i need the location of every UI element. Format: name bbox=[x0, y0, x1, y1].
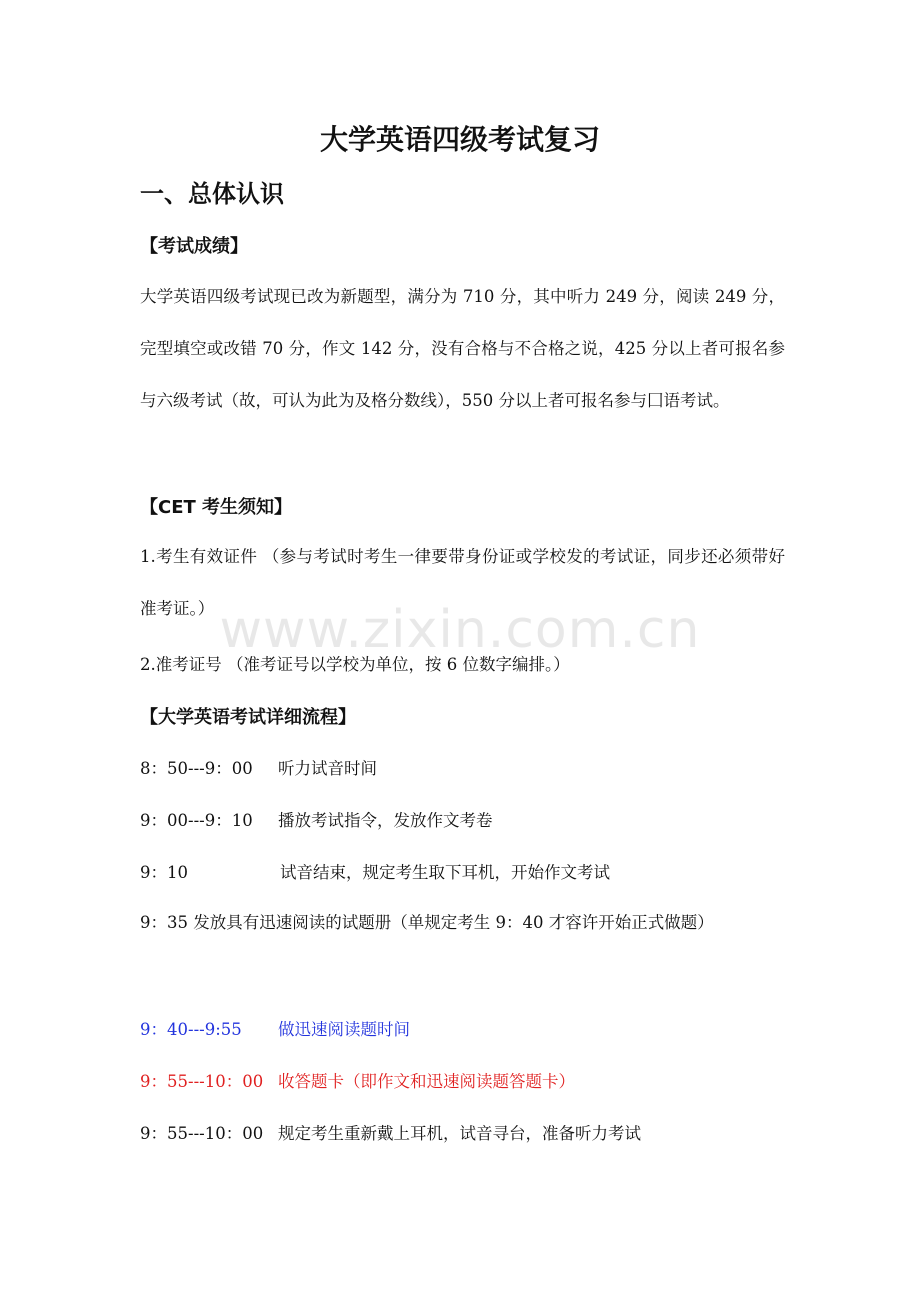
heading-exam-scores: 【考试成绩】 bbox=[140, 236, 248, 257]
heading-exam-process: 【大学英语考试详细流程】 bbox=[140, 707, 356, 728]
schedule-row bbox=[140, 807, 493, 831]
schedule-row-highlight-blue bbox=[140, 1016, 410, 1040]
schedule-time: 9：40---9:55 bbox=[140, 1020, 242, 1039]
notice-item-2: 2.准考证号 （准考证号以学校为单位，按 6 位数字编排。） bbox=[140, 655, 570, 674]
schedule-row-935: 9：35 发放具有迅速阅读的试题册（单规定考生 9：40 才容许开始正式做题） bbox=[140, 913, 714, 932]
schedule-desc: 试音结束，规定考生取下耳机，开始作文考试 bbox=[280, 863, 610, 882]
schedule-desc: 播放考试指令，发放作文考卷 bbox=[278, 811, 493, 830]
section-heading-overview: 一、总体认识 bbox=[140, 180, 284, 208]
schedule-desc: 规定考生重新戴上耳机，试音寻台，准备听力考试 bbox=[278, 1124, 641, 1143]
schedule-time: 8：50---9：00 bbox=[140, 759, 253, 778]
score-paragraph: 大学英语四级考试现已改为新题型，满分为 710 分，其中听力 249 分，阅读 249 分，完型填空或改错 70 分，作文 142 分，没有合格与不合格之说，425 分以上者可报名参与六级考试（故，可认为此为及格分数线），550 分以上者可报名参与囗语考试。 bbox=[140, 287, 785, 410]
schedule-row bbox=[140, 755, 377, 779]
schedule-desc: 做迅速阅读题时间 bbox=[278, 1020, 410, 1039]
schedule-row bbox=[140, 1120, 641, 1144]
watermark: www.zixin.com.cn bbox=[219, 600, 701, 660]
heading-cet-notice: 【CET 考生须知】 bbox=[140, 497, 293, 518]
schedule-time: 9：55---10：00 bbox=[140, 1072, 264, 1091]
schedule-time: 9：10 bbox=[140, 863, 188, 882]
notice-item-1: 1.考生有效证件 （参与考试时考生一律要带身份证或学校发的考试证，同步还必须带好准考证。） bbox=[140, 547, 785, 618]
schedule-row-highlight-red bbox=[140, 1068, 575, 1092]
schedule-time: 9：00---9：10 bbox=[140, 811, 253, 830]
page-title: 大学英语四级考试复习 bbox=[319, 123, 600, 156]
schedule-desc: 听力试音时间 bbox=[278, 759, 377, 778]
schedule-desc: 收答题卡（即作文和迅速阅读题答题卡） bbox=[278, 1072, 575, 1091]
schedule-row bbox=[140, 859, 610, 883]
schedule-time: 9：55---10：00 bbox=[140, 1124, 264, 1143]
